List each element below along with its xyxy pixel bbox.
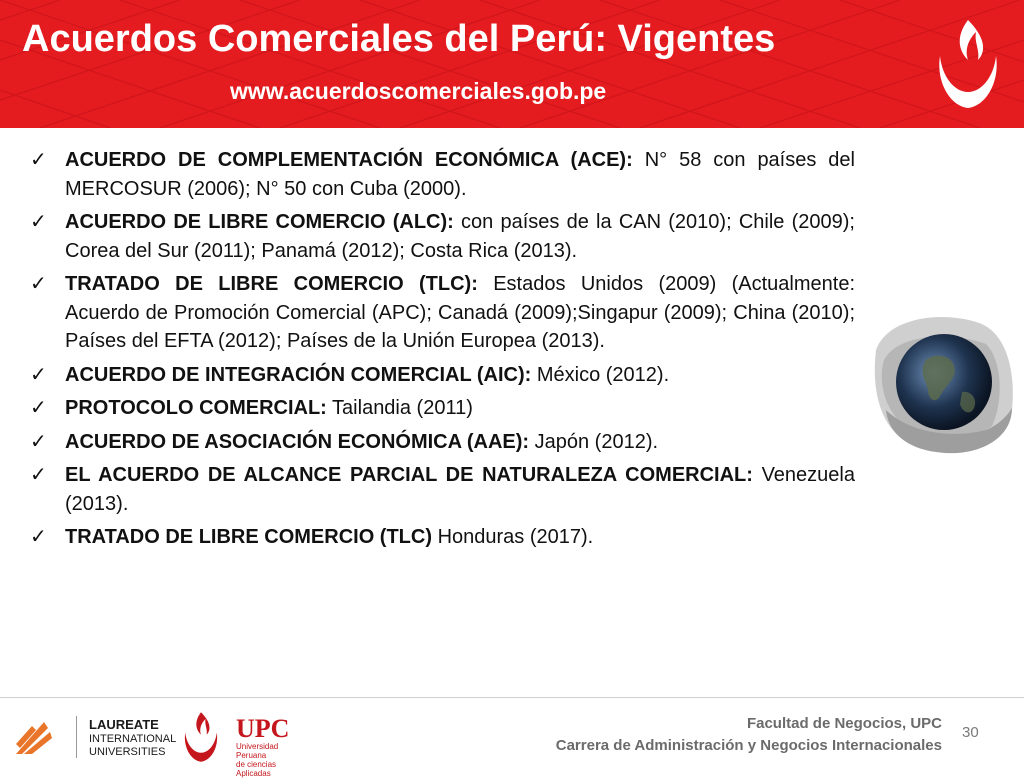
checkmark-icon: ✓ [30,526,47,548]
page-title: Acuerdos Comerciales del Perú: Vigentes [22,18,776,60]
agreement-type: EL ACUERDO DE ALCANCE PARCIAL DE NATURALEZA COMERCIAL: [65,464,753,486]
agreement-details: Venezuela (2013). [65,464,855,515]
laureate-line2: INTERNATIONAL [89,733,177,745]
upc-line1: Universidad Peruana [236,742,279,760]
agreement-item [30,361,855,390]
agreement-type: TRATADO DE LIBRE COMERCIO (TLC): [65,273,478,295]
logo-separator [76,716,77,758]
checkmark-icon: ✓ [30,149,47,171]
header-banner [0,0,1024,128]
upc-flame-icon [928,16,1008,112]
agreement-item [30,523,855,552]
agreement-details: con países de la CAN (2010); Chile (2009); Corea del Sur (2011); Panamá (2012); Costa Rica (2013). [65,211,855,262]
laureate-line1: LAUREATE [89,717,159,732]
agreement-item [30,208,855,265]
checkmark-icon: ✓ [30,430,47,453]
agreement-item [30,146,855,203]
footer-credits [556,713,942,757]
agreement-type: ACUERDO DE LIBRE COMERCIO (ALC): [65,211,454,233]
globe-in-hands-icon [866,300,1018,460]
agreement-type: ACUERDO DE COMPLEMENTACIÓN ECONÓMICA (ACE): [65,149,633,171]
footer-divider [0,697,1024,698]
agreement-item [30,394,855,423]
agreement-details: México (2012). [531,363,670,386]
checkmark-icon: ✓ [30,273,47,295]
checkmark-icon: ✓ [30,464,47,486]
faculty-label: Facultad de Negocios, UPC [746,715,942,732]
upc-name: UPC [236,714,290,743]
laureate-text [89,718,176,759]
upc-line2: de ciencias Aplicadas [236,760,277,778]
agreement-details: Tailandia (2011) [326,397,473,419]
laureate-line3: UNIVERSITIES [89,746,166,758]
career-label: Carrera de Administración y Negocios Internacionales [555,737,942,754]
agreement-type: ACUERDO DE INTEGRACIÓN COMERCIAL (AIC): [65,363,532,386]
upc-text [236,716,304,778]
agreement-details: Estados Unidos (2009) (Actualmente: Acuerdo de Promoción Comercial (APC); Canadá (2009);Singapur (2009); China (2010); Países del EFTA (2012); Países de la Unión Europea (2013). [65,273,855,352]
checkmark-icon: ✓ [30,397,47,419]
page-subtitle-url[interactable]: www.acuerdoscomerciales.gob.pe [230,78,607,104]
agreement-details: Honduras (2017). [432,526,594,548]
agreement-details: Japón (2012). [529,430,659,453]
checkmark-icon: ✓ [30,211,47,233]
agreement-item [30,461,855,518]
agreement-details: N° 58 con países del MERCOSUR (2006); N° 50 con Cuba (2000). [65,149,855,200]
agreement-item [30,270,855,356]
upc-footer-flame-icon [174,710,228,764]
page-number: 30 [962,724,979,741]
checkmark-icon: ✓ [30,363,47,386]
laureate-logo-icon [14,718,54,756]
agreement-item [30,428,855,457]
agreement-type: TRATADO DE LIBRE COMERCIO (TLC) [65,526,433,548]
agreement-type: ACUERDO DE ASOCIACIÓN ECONÓMICA (AAE): [65,430,530,453]
footer-logos [14,708,304,778]
agreement-type: PROTOCOLO COMERCIAL: [65,397,327,419]
agreements-list [30,146,855,557]
